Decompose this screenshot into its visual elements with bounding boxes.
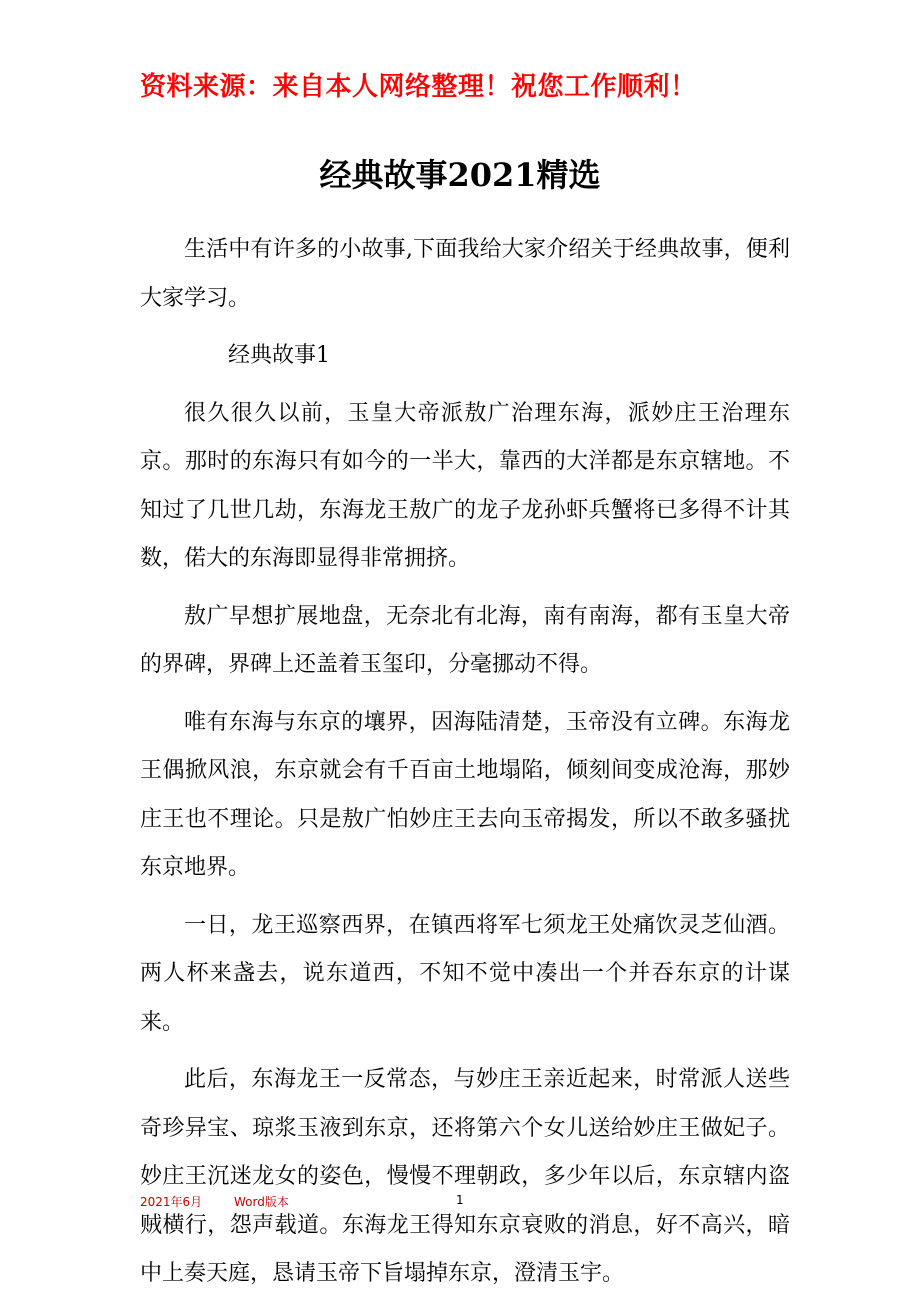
page-number: 1 — [456, 1193, 464, 1207]
section-heading: 经典故事1 — [228, 343, 330, 368]
footer-date: 2021年6月 — [140, 1195, 203, 1209]
story-paragraph: 一日，龙王巡察西界，在镇西将军七须龙王处痛饮灵芝仙酒。两人杯来盏去，说东道西，不知不觉中凑出一个并吞东京的计谋来。 — [140, 912, 790, 1035]
story-paragraph: 敖广早想扩展地盘，无奈北有北海，南有南海，都有玉皇大帝的界碑，界碑上还盖着玉玺印，分毫挪动不得。 — [140, 603, 790, 677]
story-paragraph: 很久很久以前，玉皇大帝派敖广治理东海，派妙庄王治理东京。那时的东海只有如今的一半大，靠西的大洋都是东京辖地。不知过了几世几劫，东海龙王敖广的龙子龙孙虾兵蟹将已多得不计其数，偌大的东海即显得非常拥挤。 — [140, 400, 790, 571]
intro-paragraph: 生活中有许多的小故事,下面我给大家介绍关于经典故事，便利大家学习。 — [140, 237, 790, 311]
document-body — [140, 226, 790, 1308]
source-banner: 资料来源：来自本人网络整理！祝您工作顺利！ — [140, 72, 697, 102]
footer-version: Word版本 — [234, 1195, 289, 1209]
story-paragraph: 此后，东海龙王一反常态，与妙庄王亲近起来，时常派人送些奇珍异宝、琼浆玉液到东京，还将第六个女儿送给妙庄王做妃子。妙庄王沉迷龙女的姿色，慢慢不理朝政，多少年以后，东京辖内盗贼横行，怨声载道。东海龙王得知东京衰败的消息，好不高兴，暗中上奏天庭，恳请玉帝下旨塌掉东京，澄清玉宇。 — [140, 1067, 790, 1286]
page-footer — [140, 1193, 790, 1213]
document-title: 经典故事2021精选 — [319, 156, 601, 194]
story-paragraph: 唯有东海与东京的壤界，因海陆清楚，玉帝没有立碑。东海龙王偶掀风浪，东京就会有千百亩土地塌陷，倾刻间变成沧海，那妙庄王也不理论。只是敖广怕妙庄王去向玉帝揭发，所以不敢多骚扰东京地界。 — [140, 709, 790, 880]
